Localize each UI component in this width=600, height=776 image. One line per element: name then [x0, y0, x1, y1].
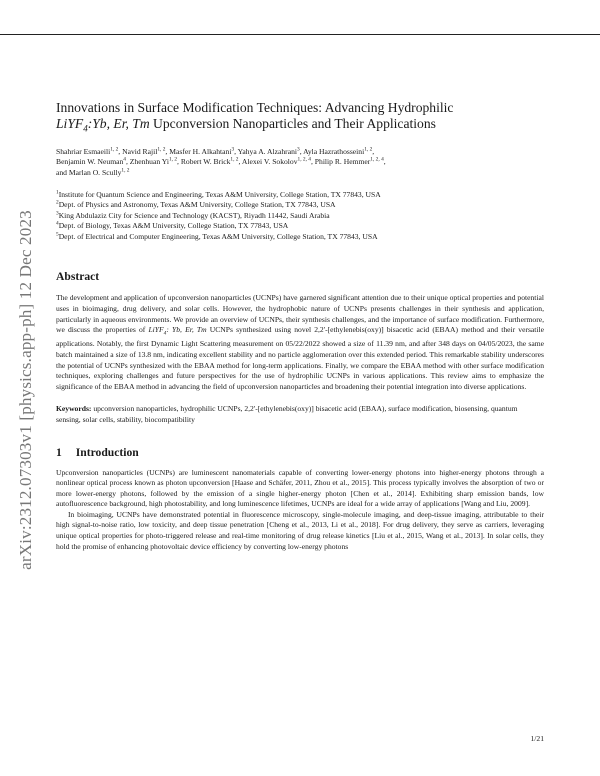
affiliation: $^4$Dept. of Biology, Texas A&M University, College Station, TX 77843, USA: [56, 220, 289, 231]
author: and Marlan O. Scully$^{1, 2}$: [56, 167, 130, 177]
title-dopants: :Yb, Er, Tm: [87, 116, 150, 131]
keywords-text: upconversion nanoparticles, hydrophilic UCNPs, 2,2'-[ethylenebis(oxy)] bisacetic acid (EBAA), surface modification, biosensing, quantum sensing, solar cells, stability, biocompatibility: [56, 404, 518, 424]
title-formula: LiYF: [56, 116, 84, 131]
author: Alexei V. Sokolov$^{1, 2, 4}$,: [241, 156, 315, 167]
author: Zhenhuan Yi$^{1, 2}$,: [129, 156, 181, 167]
author: Ayla Hazrathosseini$^{1, 2}$,: [303, 146, 375, 156]
paper-content: [56, 100, 544, 552]
title-formula-sub: 4: [83, 123, 88, 134]
section-title: Introduction: [75, 445, 139, 459]
affiliation-list: [56, 190, 544, 243]
author: Yahya A. Alzahrani$^3$,: [237, 146, 304, 156]
abstract-heading: Abstract: [56, 270, 100, 284]
keywords: [56, 404, 544, 425]
intro-paragraph-1: Upconversion nanoparticles (UCNPs) are luminescent nanomaterials capable of converting lower-energy photons into higher-energy photons through a nonlinear optical process known as photon upconversion [Haase and Schäfer, 2011, Zhou et al., 2015]. This process typically involves the absorption of two or more lower-energy photons, followed by the emission of a single higher-energy photon [Chen et al., 2014]. Exhibiting sharp emission bands, low autofluorescence background, high photostability, and long luminescence lifetimes, UCNPs are ideal for a wide array of applications [Wang and Liu, 2009].: [56, 467, 544, 509]
intro-paragraph-2: In bioimaging, UCNPs have demonstrated potential in fluorescence microscopy, single-molecule imaging, and deep-tissue imaging, attributable to their high signal-to-noise ratio, low toxicity, and deep tissue penetration [Cheng et al., 2013, Li et al., 2018]. For drug delivery, they serve as carriers, leveraging unique optical properties for photo-triggered release and real-time monitoring of drug release kinetics [Liu et al., 2015, Wang et al., 2013]. In solar cells, they hold the promise of enhancing photovoltaic device efficiency by converting low-energy photons: [56, 509, 544, 551]
affiliation: $^5$Dept. of Electrical and Computer Engineering, Texas A&M University, College Station, TX 77843, USA: [56, 231, 378, 241]
affiliation: $^3$King Abdulaziz City for Science and Technology (KACST), Riyadh 11442, Saudi Arabia: [56, 210, 330, 220]
top-rule: [0, 34, 600, 35]
section-number: 1: [56, 445, 62, 459]
abstract-text: The development and application of upconversion nanoparticles (UCNPs) have garnered significant attention due to their unique optical properties and potential uses in bioimaging, drug delivery, and solar cells. However, the hydrophobic nature of UCNPs presents challenges in their synthesis and application, particularly in aqueous environments. We provide an overview of UCNPs, their synthesis challenges, and the importance of surface modification. Furthermore, we discuss the properties of LiYF$_4$: Yb, Er, Tm UCNPs synthesized using novel 2,2'-[ethylenebis(oxy)] bisacetic acid (EBAA) method and their versatile applications. Notably, the first Dynamic Light Scattering measurement on 05/22/2022 showed a size of 11.39 nm, and after 348 days on 04/05/2023, the same batch maintained a size of 13.8 nm, indicating excellent stability and no particle agglomeration over this extended period. This remarkable stability underscores the potential of UCNPs synthesized with the EBAA method for long-term applications. Finally, we compare the EBAA method with other surface modification techniques, exploring challenges and future perspectives for the use of hydrophilic UCNPs in various applications. This review aims to emphasize the significance of the EBAA method in advancing the field of upconversion nanoparticles and broadening their potential integration into diverse applications.: [56, 293, 544, 391]
author: Navid Rajil$^{1, 2}$,: [122, 146, 170, 156]
arxiv-stamp: [16, 185, 36, 595]
page-number: 1/21: [530, 734, 544, 743]
affiliation: $^1$Institute for Quantum Science and Engineering, Texas A&M University, College Station, TX 77843, USA: [56, 188, 381, 199]
affiliation: $^2$Dept. of Physics and Astronomy, Texas A&M University, College Station, TX 77843, USA: [56, 199, 336, 210]
author-list: [56, 147, 544, 179]
section-heading-introduction: [56, 446, 544, 459]
author: Robert W. Brick$^{1, 2}$,: [180, 156, 242, 167]
author: Shahriar Esmaeili$^{1, 2}$,: [56, 146, 123, 156]
arxiv-stamp-text: arXiv:2312.07303v1 [physics.app-ph] 12 Dec 2023: [16, 210, 36, 570]
keywords-label: Keywords:: [56, 404, 92, 414]
author: Masfer H. Alkahtani$^3$,: [169, 146, 238, 156]
title-line-1: Innovations in Surface Modification Techniques: Advancing Hydrophilic: [56, 100, 454, 115]
title-line-2-rest: Upconversion Nanoparticles and Their Applications: [149, 116, 436, 131]
author: Benjamin W. Neuman$^4$,: [56, 156, 130, 167]
title-line-2: [56, 116, 544, 137]
paper-title: [56, 100, 544, 137]
author: Philip R. Hemmer$^{1, 2, 4}$,: [314, 156, 386, 167]
